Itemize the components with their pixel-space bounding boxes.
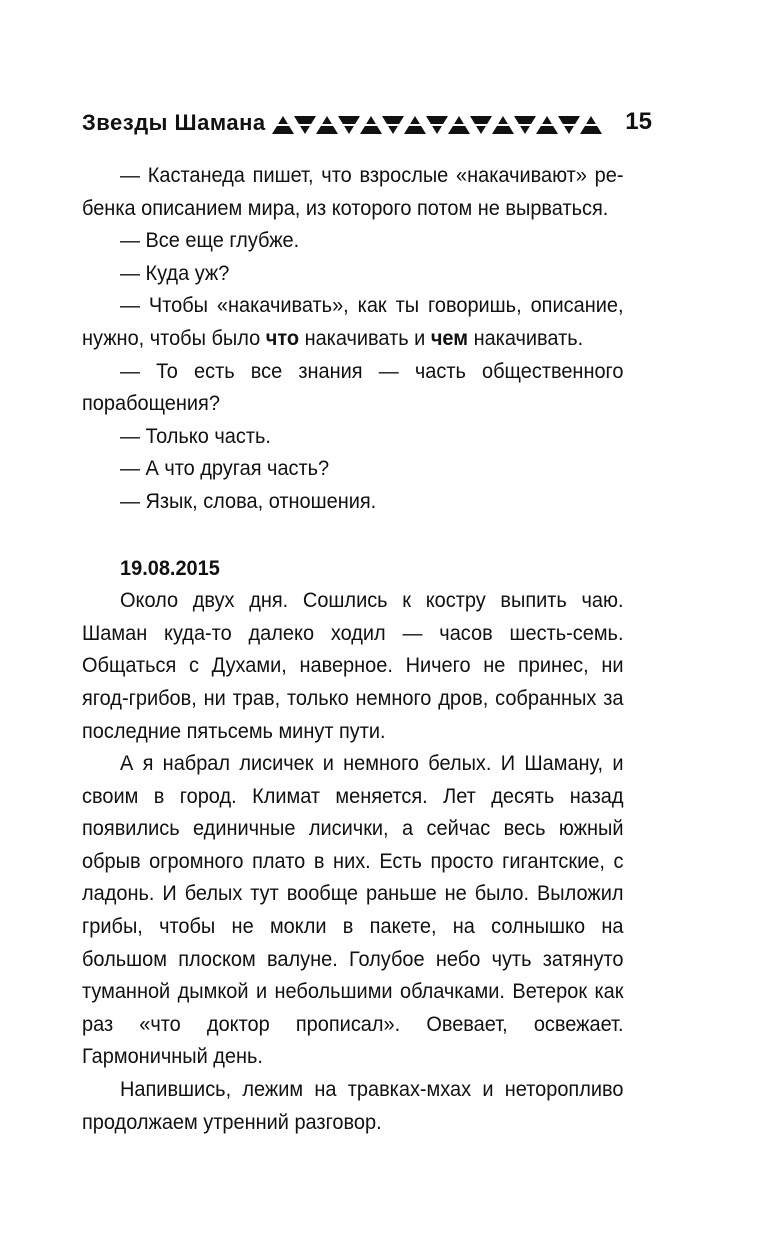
text-run: накачивать. <box>468 326 584 350</box>
dialogue-line: — А что другая часть? <box>120 457 330 481</box>
dialogue-line: — Все еще глубже. <box>120 229 300 253</box>
dialogue-line: — Только часть. <box>120 424 271 448</box>
entry-paragraph: Напившись, лежим на травках-мхах и неторопливо продолжаем утренний разговор. <box>82 1078 624 1134</box>
page-header <box>82 106 652 142</box>
decorative-ornament <box>272 114 602 136</box>
entry-paragraph: Около двух дня. Сошлись к костру выпить чаю. Шаман куда-то далеко ходил — часов шесть-семь. Общаться с Духами, наверное. Ничего не принес, ни ягод-грибов, ни трав, только немного дров, собранных за последние пятьсемь минут пути. <box>82 589 624 743</box>
page-number: 15 <box>625 108 652 135</box>
page-body <box>82 160 624 1139</box>
text-run: — Чтобы «накачивать», как ты говоришь, описание, нужно, чтобы было <box>82 294 624 350</box>
running-title: Звезды Шамана <box>82 110 266 135</box>
text-run: накачивать и <box>299 326 431 350</box>
dialogue-line: — Язык, слова, отношения. <box>120 489 377 513</box>
dialogue-line: — Кастанеда пишет, что взрослые «накачивают» ребенка описанием мира, из которого потом не вырваться. <box>82 164 624 220</box>
emphasis-word: чем <box>430 326 469 350</box>
dialogue-line: — Куда уж? <box>120 261 230 285</box>
entry-date: 19.08.2015 <box>120 556 220 580</box>
dialogue-line: — То есть все знания — часть общественного порабощения? <box>82 359 624 416</box>
emphasis-word: что <box>265 326 300 350</box>
dialogue-line <box>82 290 624 355</box>
entry-paragraph: А я набрал лисичек и немного белых. И Шаману, и своим в город. Климат меняется. Лет десять назад появились единичные лисички, а сейчас весь южный обрыв огромного плато в них. Есть просто гигантские, с ладонь. И белых тут вообще раньше не было. Выложил грибы, чтобы не мокли в пакете, на солнышко на большом плоском валуне. Голубое небо чуть затянуто туманной дымкой и небольшими облачками. Ветерок как раз «что доктор прописал». Овевает, освежает. Гармоничный день. <box>82 752 624 1069</box>
